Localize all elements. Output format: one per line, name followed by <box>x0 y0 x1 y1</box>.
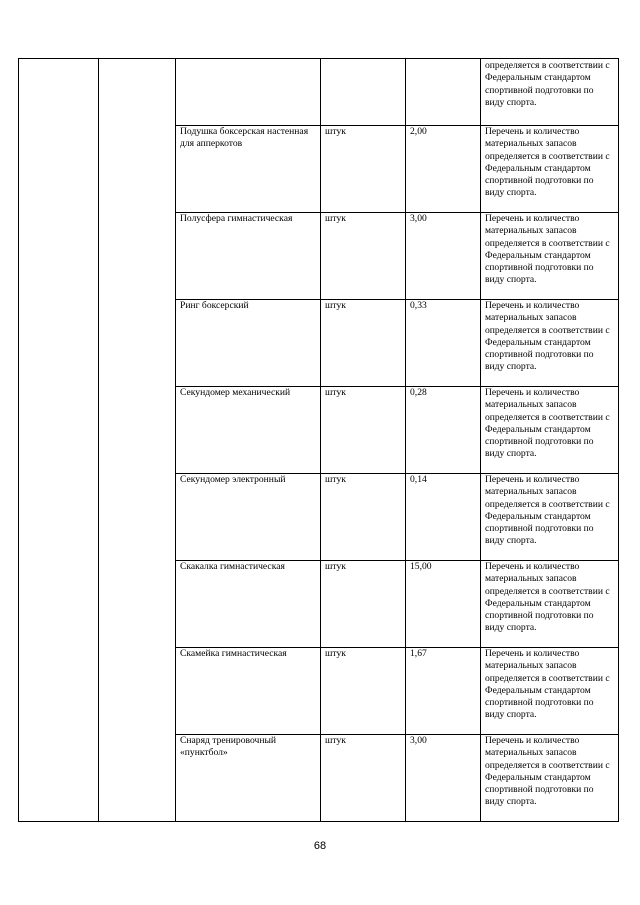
table-cell-note: Перечень и количество материальных запасов определяется в соответствии с Федеральным стандартом спортивной подготовки по виду спорта. <box>481 213 619 300</box>
table-cell-note: Перечень и количество материальных запасов определяется в соответствии с Федеральным стандартом спортивной подготовки по виду спорта. <box>481 561 619 648</box>
equipment-table <box>18 58 619 822</box>
table-cell-empty <box>99 59 176 822</box>
table-cell-qty: 3,00 <box>406 735 481 822</box>
table-cell-note: Перечень и количество материальных запасов определяется в соответствии с Федеральным стандартом спортивной подготовки по виду спорта. <box>481 735 619 822</box>
table-cell-unit: штук <box>321 213 406 300</box>
table-cell-note: Перечень и количество материальных запасов определяется в соответствии с Федеральным стандартом спортивной подготовки по виду спорта. <box>481 387 619 474</box>
table-cell-qty: 2,00 <box>406 126 481 213</box>
table-cell-note: Перечень и количество материальных запасов определяется в соответствии с Федеральным стандартом спортивной подготовки по виду спорта. <box>481 126 619 213</box>
table-cell-name: Подушка боксерская настенная для апперкотов <box>176 126 321 213</box>
table-cell-unit: штук <box>321 474 406 561</box>
table-cell-note: Перечень и количество материальных запасов определяется в соответствии с Федеральным стандартом спортивной подготовки по виду спорта. <box>481 474 619 561</box>
table-cell-qty: 0,28 <box>406 387 481 474</box>
table-cell-note: Перечень и количество материальных запасов определяется в соответствии с Федеральным стандартом спортивной подготовки по виду спорта. <box>481 648 619 735</box>
table-cell-qty: 0,33 <box>406 300 481 387</box>
table-cell-unit: штук <box>321 300 406 387</box>
table-cell-qty: 1,67 <box>406 648 481 735</box>
table-cell-unit: штук <box>321 648 406 735</box>
table-cell-name: Снаряд тренировочный «пунктбол» <box>176 735 321 822</box>
table-cell-name: Ринг боксерский <box>176 300 321 387</box>
table-row-continued <box>19 59 619 126</box>
table-cell-name: Скакалка гимнастическая <box>176 561 321 648</box>
table-cell-name: Секундомер механический <box>176 387 321 474</box>
table-cell-name <box>176 59 321 126</box>
table-cell-empty <box>19 59 99 822</box>
table-cell-qty: 3,00 <box>406 213 481 300</box>
table-cell-unit: штук <box>321 735 406 822</box>
table-cell-note: Перечень и количество материальных запасов определяется в соответствии с Федеральным стандартом спортивной подготовки по виду спорта. <box>481 300 619 387</box>
page-number: 68 <box>313 840 327 852</box>
table-cell-qty: 0,14 <box>406 474 481 561</box>
table-cell-unit: штук <box>321 561 406 648</box>
table-cell-unit: штук <box>321 126 406 213</box>
table-cell-unit <box>321 59 406 126</box>
table-cell-unit: штук <box>321 387 406 474</box>
table-cell-name: Полусфера гимнастическая <box>176 213 321 300</box>
table-cell-note: определяется в соответствии с Федеральным стандартом спортивной подготовки по виду спорта. <box>481 59 619 126</box>
table-cell-qty: 15,00 <box>406 561 481 648</box>
table-body <box>19 59 619 822</box>
table-cell-name: Секундомер электронный <box>176 474 321 561</box>
table-cell-qty <box>406 59 481 126</box>
table-cell-name: Скамейка гимнастическая <box>176 648 321 735</box>
